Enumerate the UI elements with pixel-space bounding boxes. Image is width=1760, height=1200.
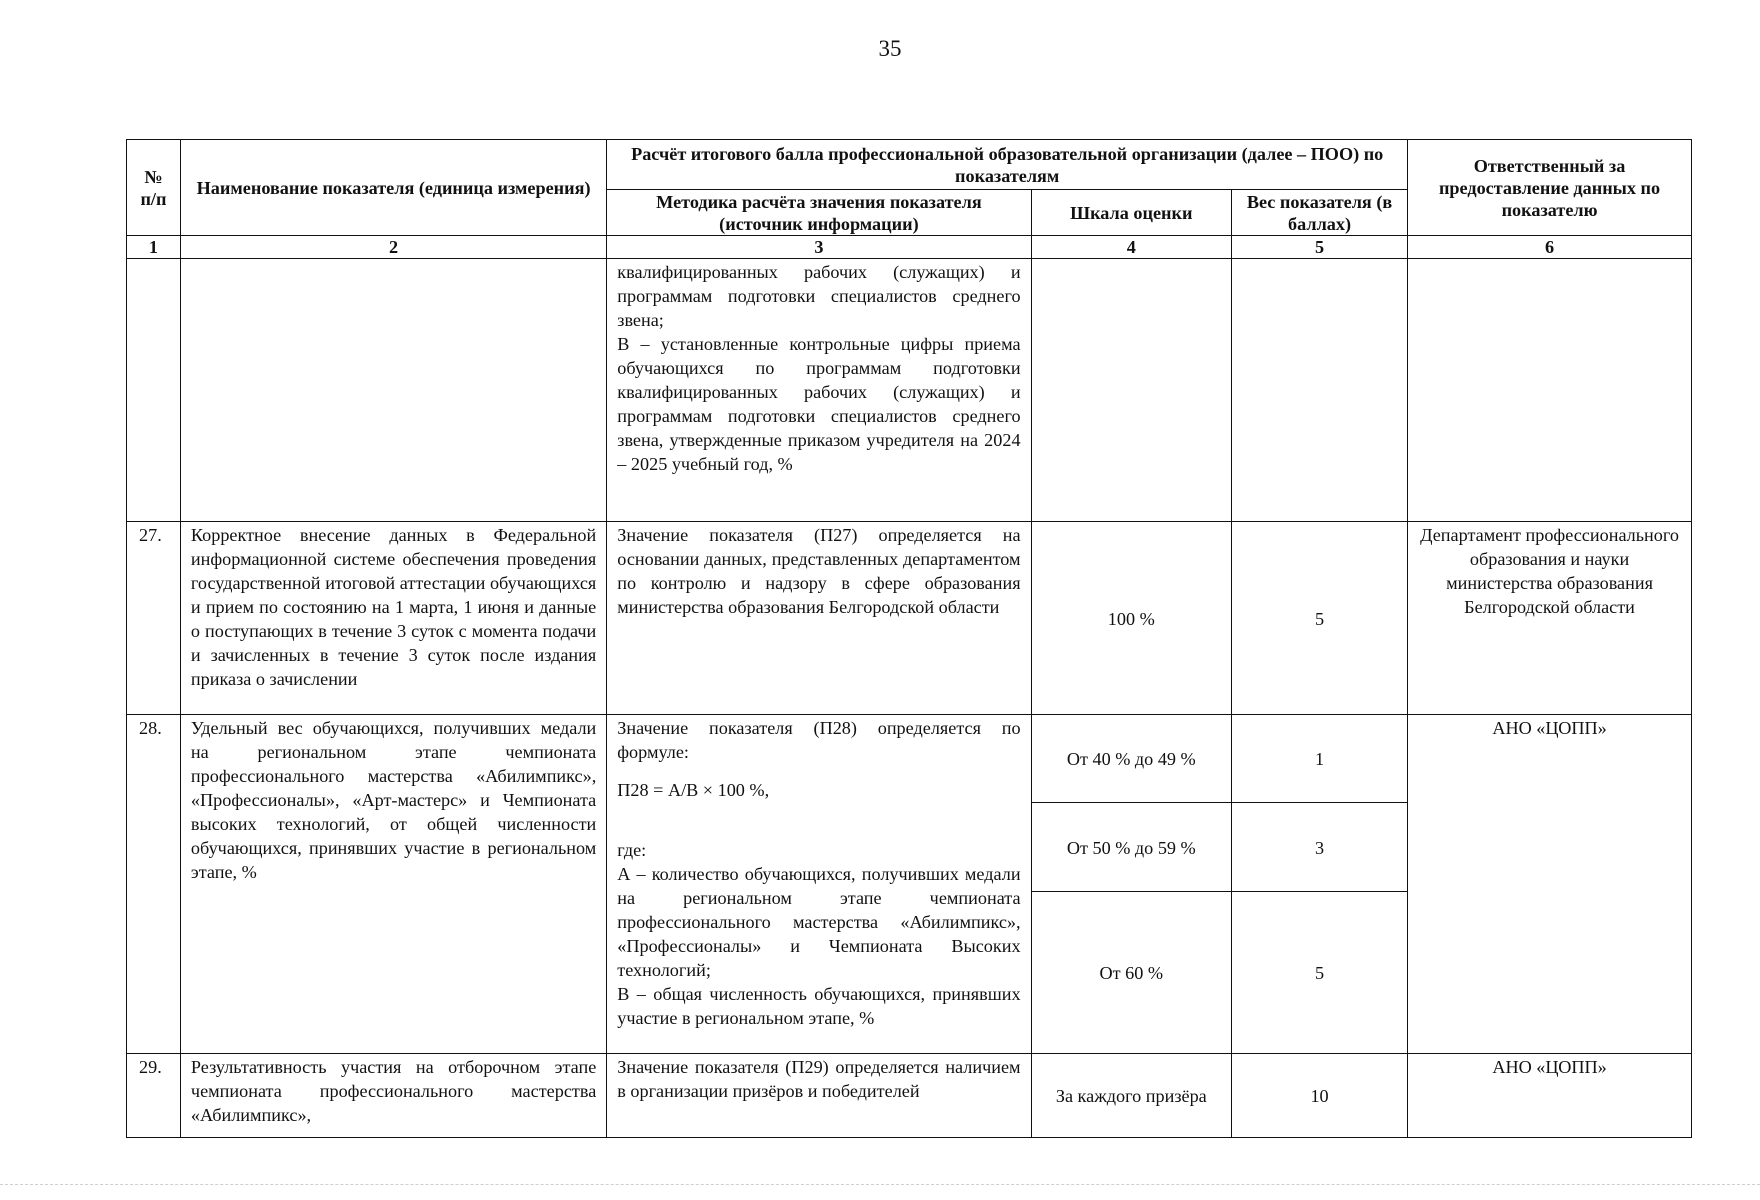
header-calc-group: Расчёт итогового балла профессиональной образовательной организации (далее – ПОО) по показателям: [607, 140, 1408, 190]
page-bottom-rule: [0, 1184, 1760, 1185]
header-weight: Вес показателя (в баллах): [1232, 190, 1408, 236]
method-definition-a: А – количество обучающихся, получивших медали на региональном этапе чемпионата профессионального мастерства «Абилимпикс», «Профессионалы» и Чемпионата Высоких технологий;: [617, 864, 1021, 980]
header-name: Наименование показателя (единица измерения): [180, 140, 606, 236]
weight-value: 3: [1232, 803, 1408, 892]
calculation-method: [607, 715, 1031, 1054]
row-number: 27.: [127, 522, 181, 715]
column-number-6: 6: [1408, 236, 1692, 259]
header-method: Методика расчёта значения показателя (источник информации): [607, 190, 1031, 236]
header-num: № п/п: [127, 140, 181, 236]
calculation-method: Значение показателя (П29) определяется наличием в организации призёров и победителей: [607, 1054, 1031, 1138]
responsible-party: АНО «ЦОПП»: [1408, 1054, 1692, 1138]
indicators-table: [126, 139, 1692, 1138]
cell-name: [180, 259, 606, 522]
scale-value: От 40 % до 49 %: [1031, 715, 1231, 803]
scale-value: От 50 % до 59 %: [1031, 803, 1231, 892]
column-number-3: 3: [607, 236, 1031, 259]
header-responsible: Ответственный за предоставление данных по показателю: [1408, 140, 1692, 236]
table-row-29: [127, 1054, 1692, 1138]
table-row-continuation: [127, 259, 1692, 522]
table-row-28: [127, 715, 1692, 803]
method-definition-b: В – общая численность обучающихся, принявших участие в региональном этапе, %: [617, 984, 1021, 1028]
table-row-27: [127, 522, 1692, 715]
header-scale: Шкала оценки: [1031, 190, 1231, 236]
row-number: 29.: [127, 1054, 181, 1138]
column-number-1: 1: [127, 236, 181, 259]
indicator-name: Результативность участия на отборочном этапе чемпионата профессионального мастерства «Абилимпикс»,: [180, 1054, 606, 1138]
formula: П28 = А/В × 100 %,: [617, 780, 770, 800]
scale-value: За каждого призёра: [1031, 1054, 1231, 1138]
column-number-5: 5: [1232, 236, 1408, 259]
column-number-4: 4: [1031, 236, 1231, 259]
cell-num: [127, 259, 181, 522]
method-where: где:: [617, 840, 647, 860]
scale-value: 100 %: [1031, 522, 1231, 715]
weight-value: 10: [1232, 1054, 1408, 1138]
method-intro: Значение показателя (П28) определяется по формуле:: [617, 718, 1021, 762]
weight-value: 5: [1232, 892, 1408, 1054]
cell-method: квалифицированных рабочих (служащих) и программам подготовки специалистов среднего звена; В – установленные контрольные цифры приема обучающихся по программам подготовки квалифицированных рабочих (служащих) и программам подготовки специалистов среднего звена, утвержденные приказом учредителя на 2024 – 2025 учебный год, %: [607, 259, 1031, 522]
page-number: 35: [878, 36, 902, 61]
row-number: 28.: [127, 715, 181, 1054]
weight-value: 1: [1232, 715, 1408, 803]
responsible-party: АНО «ЦОПП»: [1408, 715, 1692, 1054]
calculation-method: Значение показателя (П27) определяется на основании данных, представленных департаментом по контролю и надзору в сфере образования министерства образования Белгородской области: [607, 522, 1031, 715]
indicator-name: Корректное внесение данных в Федеральной информационной системе обеспечения проведения государственной итоговой аттестации обучающихся и прием по состоянию на 1 марта, 1 июня и данные о поступающих в течение 3 суток с момента подачи и зачисленных в течение 3 суток после издания приказа о зачислении: [180, 522, 606, 715]
cell-scale: [1031, 259, 1231, 522]
cell-responsible: [1408, 259, 1692, 522]
responsible-party: Департамент профессионального образования и науки министерства образования Белгородской области: [1408, 522, 1692, 715]
column-number-2: 2: [180, 236, 606, 259]
indicator-name: Удельный вес обучающихся, получивших медали на региональном этапе чемпионата профессионального мастерства «Абилимпикс», «Профессионалы», «Арт-мастерс» и Чемпионата высоких технологий, от общей численности обучающихся, принявших участие в региональном этапе, %: [180, 715, 606, 1054]
cell-weight: [1232, 259, 1408, 522]
weight-value: 5: [1232, 522, 1408, 715]
scale-value: От 60 %: [1031, 892, 1231, 1054]
